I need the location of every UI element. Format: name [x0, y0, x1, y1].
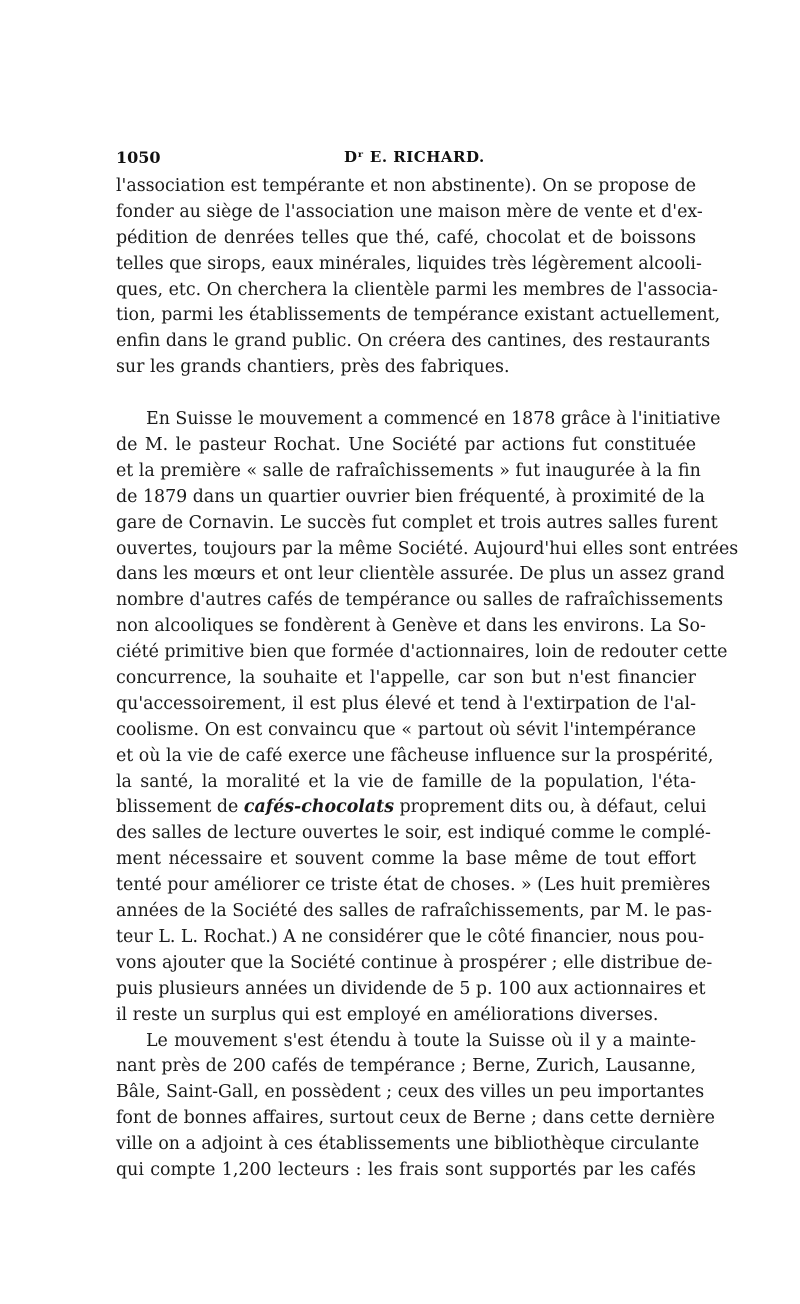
text-line: concurrence, la souhaite et l'appelle, car son but n'est financier [116, 668, 696, 689]
body-text [116, 174, 739, 1184]
text-line: la santé, la moralité et la vie de famille de la population, l'éta- [116, 771, 696, 792]
paragraph-3 [116, 1029, 715, 1184]
text-line: des salles de lecture ouvertes le soir, est indiqué comme le complé- [116, 823, 711, 844]
text-line: l'association est tempérante et non abstinente). On se propose de [116, 176, 696, 196]
text-line: Le mouvement s'est étendu à toute la Suisse où il y a mainte- [146, 1030, 696, 1051]
text-line: ques, etc. On cherchera la clientèle parmi les membres de l'associa- [116, 279, 718, 300]
text-line: nombre d'autres cafés de tempérance ou salles de rafraîchissements [116, 590, 724, 611]
italic-term: cafés-chocolats [243, 797, 394, 818]
text-line: tenté pour améliorer ce triste état de choses. » (Les huit premières [116, 875, 711, 896]
running-title: Dʳ E. RICHARD. [344, 148, 485, 166]
paragraph-gap [116, 381, 696, 407]
text-line: ciété primitive bien que formée d'actionnaires, loin de redouter cette [116, 642, 728, 663]
text-line: tion, parmi les établissements de tempérance existant actuellement, [116, 305, 721, 326]
text-line: il reste un surplus qui est employé en améliorations diverses. [116, 1004, 659, 1025]
text-line: vons ajouter que la Société continue à prospérer ; elle distribue de- [116, 952, 713, 973]
text-line: non alcooliques se fondèrent à Genève et dans les environs. La So- [116, 616, 706, 637]
text-line: années de la Société des salles de rafraîchissements, par M. le pas- [116, 901, 712, 922]
text-line: qu'accessoirement, il est plus élevé et tend à l'extirpation de l'al- [116, 693, 696, 714]
text-line: sur les grands chantiers, près des fabriques. [116, 357, 510, 378]
text-line: qui compte 1,200 lecteurs : les frais sont supportés par les cafés [116, 1159, 696, 1180]
text-line: ment nécessaire et souvent comme la base même de tout effort [116, 849, 696, 870]
text-line: et où la vie de café exerce une fâcheuse influence sur la prospérité, [116, 745, 714, 766]
text-line: gare de Cornavin. Le succès fut complet et trois autres salles furent [116, 512, 718, 533]
text-line: puis plusieurs années un dividende de 5 p. 100 aux actionnaires et [116, 978, 706, 999]
text-line: coolisme. On est convaincu que « partout où sévit l'intempérance [116, 719, 696, 740]
text-line: font de bonnes affaires, surtout ceux de Berne ; dans cette dernière [116, 1108, 715, 1129]
text-line: nant près de 200 cafés de tempérance ; Berne, Zurich, Lausanne, [116, 1056, 696, 1077]
text-line: En Suisse le mouvement a commencé en 1878 grâce à l'initiative [146, 409, 721, 430]
text-line: fonder au siège de l'association une maison mère de vente et d'ex- [116, 201, 703, 222]
paragraph-1 [116, 174, 721, 381]
page-header [116, 148, 696, 172]
text-line: et la première « salle de rafraîchissements » fut inaugurée à la fin [116, 460, 701, 481]
paragraph-2 [116, 407, 739, 1028]
text-line: dans les mœurs et ont leur clientèle assurée. De plus un assez grand [116, 564, 725, 585]
text-line: teur L. L. Rochat.) A ne considérer que le côté financier, nous pou- [116, 926, 705, 947]
page-number: 1050 [116, 148, 161, 167]
text-line: ouvertes, toujours par la même Société. Aujourd'hui elles sont entrées [116, 538, 739, 559]
text-line: pédition de denrées telles que thé, café, chocolat et de boissons [116, 227, 696, 248]
text-line: de 1879 dans un quartier ouvrier bien fréquenté, à proximité de la [116, 486, 705, 507]
text-segment: proprement dits ou, à défaut, celui [394, 797, 707, 818]
text-line: enfin dans le grand public. On créera des cantines, des restaurants [116, 331, 711, 352]
text-segment: blissement de [116, 797, 244, 818]
text-line: Bâle, Saint-Gall, en possèdent ; ceux des villes un peu importantes [116, 1082, 705, 1103]
text-line: de M. le pasteur Rochat. Une Société par actions fut constituée [116, 435, 696, 456]
text-line: telles que sirops, eaux minérales, liquides très légèrement alcooli- [116, 253, 702, 274]
text-line-with-italic [116, 795, 707, 821]
text-line: ville on a adjoint à ces établissements une bibliothèque circulante [116, 1134, 700, 1155]
